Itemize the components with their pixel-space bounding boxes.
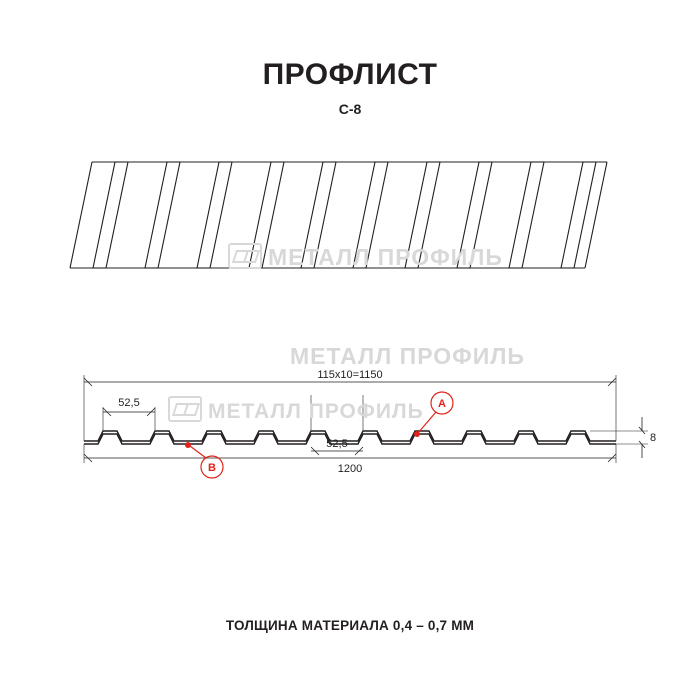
callout-a-label: A: [438, 398, 446, 410]
dim-rib-pitch-top: 52,5: [118, 397, 140, 409]
cross-section-drawing: [60, 355, 660, 490]
isometric-profile-view: [70, 140, 630, 290]
watermark-label: МЕТАЛЛ ПРОФИЛЬ: [290, 343, 525, 369]
material-thickness-note: ТОЛЩИНА МАТЕРИАЛА 0,4 – 0,7 ММ: [225, 618, 475, 633]
page-title: ПРОФЛИСТ: [262, 58, 438, 91]
dim-rib-pitch-bottom: 52,5: [326, 438, 348, 450]
dim-working-width: 115х10=1150: [317, 369, 383, 381]
callout-b-label: B: [208, 462, 216, 474]
dim-profile-height: 8: [650, 432, 657, 444]
dim-total-width: 1200: [337, 463, 363, 475]
watermark-label: МЕТАЛЛ ПРОФИЛЬ: [268, 244, 503, 270]
watermark-label: МЕТАЛЛ ПРОФИЛЬ: [208, 400, 424, 423]
product-model: C-8: [338, 101, 362, 117]
